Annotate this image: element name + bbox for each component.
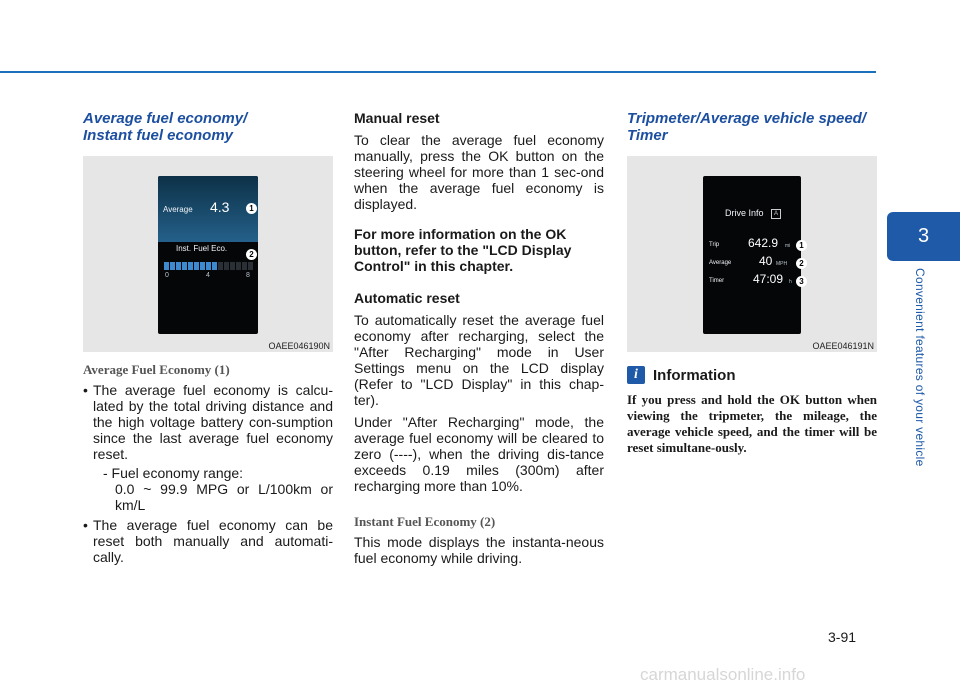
lcd-avg-value: 40 — [759, 254, 773, 268]
subheading-average-fuel-economy: Average Fuel Economy (1) — [83, 362, 230, 377]
callout-1: 1 — [796, 240, 807, 251]
figure-fuel-economy — [83, 156, 333, 352]
page-number: 3-91 — [828, 629, 857, 645]
information-body: If you press and hold the OK button when viewing the tripmeter, the mileage, the average vehicle speed, and the timer will be reset simultane-ously. — [627, 392, 877, 455]
information-header — [627, 366, 877, 384]
figure-code: OAEE046191N — [812, 341, 874, 351]
lcd-trip-label: Trip — [709, 242, 720, 248]
lcd-trip-value: 642.9 — [748, 236, 779, 250]
subheading-instant-fuel-economy: Instant Fuel Economy (2) — [354, 514, 496, 529]
info-icon: i — [627, 366, 645, 384]
callout-1: 1 — [246, 203, 257, 214]
lcd-trip-unit: mi — [785, 243, 791, 249]
callout-2: 2 — [796, 258, 807, 269]
range-label: - Fuel economy range: — [103, 465, 244, 481]
figure-code: OAEE046190N — [268, 341, 330, 351]
section-title-tripmeter: Tripmeter/Average vehicle speed/ Timer — [627, 110, 867, 144]
heading-automatic-reset: Automatic reset — [354, 290, 460, 306]
section-title-fuel-economy: Average fuel economy/ Instant fuel economy — [83, 110, 248, 144]
lcd-timer-label: Timer — [709, 278, 725, 284]
lcd-avg-label: Average — [709, 260, 732, 266]
paragraph-automatic-reset-1: To automatically reset the average fuel economy after recharging, select the "After Recharging" mode in User Settings menu on the LCD display (Refer to "LCD Display" in this chap-ter). — [354, 312, 604, 408]
lcd-inst-label: Inst. Fuel Eco. — [176, 244, 228, 253]
lcd-timer-value: 47:09 — [753, 272, 784, 286]
paragraph-more-info: For more information on the OK button, refer to the "LCD Display Control" in this chapter. — [354, 226, 572, 274]
callout-3: 3 — [796, 276, 807, 287]
range-value: 0.0 ~ 99.9 MPG or L/100km or km/L — [115, 481, 333, 513]
bullet-reset: • The average fuel economy can be reset both manually and automati-cally. — [83, 517, 333, 565]
information-title: Information — [653, 366, 736, 384]
figure-drive-info — [627, 156, 877, 352]
chapter-tab: 3 — [887, 212, 960, 261]
header-rule — [0, 71, 876, 73]
paragraph-automatic-reset-2: Under "After Recharging" mode, the average fuel economy will be cleared to zero (----), when the driving dis-tance exceeds 0.19 miles (300m) after recharging more than 10%. — [354, 414, 604, 494]
chapter-title: Convenient features of your vehicle — [913, 268, 927, 467]
lcd-drive-info-display — [703, 176, 801, 334]
paragraph-manual-reset: To clear the average fuel economy manually, press the OK button on the steering wheel for more than 1 sec-ond when the average fuel economy is displayed. — [354, 132, 604, 212]
column-tripmeter — [627, 110, 877, 456]
lcd-average-label: Average — [163, 205, 193, 214]
bullet-average-calc: • The average fuel economy is calcu-lated by the total driving distance and the high voltage battery con-sumption since the last average fuel economy reset. - Fuel economy range: 0.0 ~ 99.9 MPG or L/100km or km/L — [83, 382, 333, 513]
lcd-timer-unit: h — [789, 279, 792, 285]
bullet-list-1 — [83, 382, 333, 565]
lcd-scale-0: 0 — [165, 272, 169, 279]
column-average-fuel-economy — [83, 110, 333, 567]
lcd-scale-8: 8 — [246, 272, 250, 279]
lcd-drive-info-header: Drive Info — [725, 208, 764, 218]
watermark: carmanualsonline.info — [640, 665, 806, 684]
lcd-header-icon: A — [771, 209, 781, 219]
column-reset — [354, 110, 604, 566]
lcd-fuel-economy-display — [158, 176, 258, 334]
lcd-avg-unit: MPH — [776, 261, 788, 267]
callout-2: 2 — [246, 249, 257, 260]
heading-manual-reset: Manual reset — [354, 110, 440, 126]
lcd-scale-4: 4 — [206, 272, 210, 279]
paragraph-instant-fuel-economy: This mode displays the instanta-neous fuel economy while driving. — [354, 534, 604, 566]
lcd-average-value: 4.3 — [210, 199, 230, 215]
